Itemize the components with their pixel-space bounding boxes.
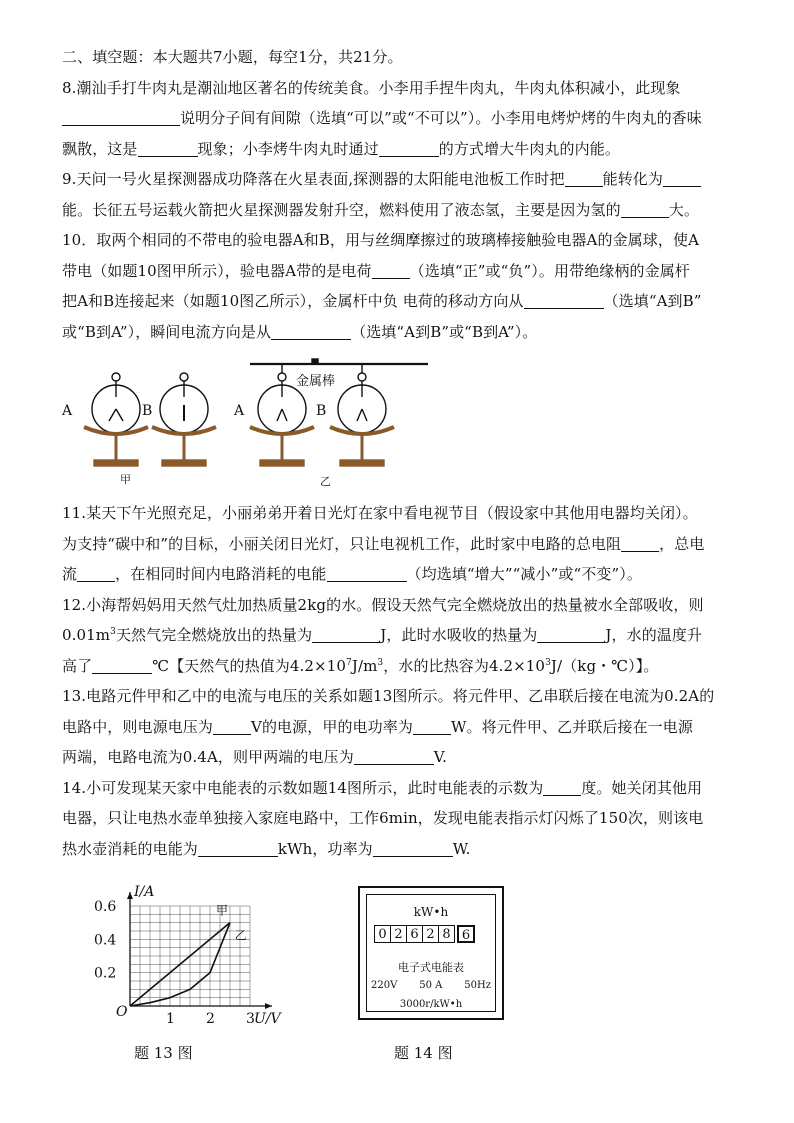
meter-name: 电子式电能表 bbox=[398, 961, 464, 974]
meter-digits bbox=[375, 925, 475, 943]
answer-blank[interactable] bbox=[77, 564, 115, 582]
q14-line3: 热水壶消耗的电能为 kWh，功率为 W. bbox=[62, 839, 471, 858]
meter-frame bbox=[358, 886, 504, 1020]
q12-line2: $0.01m^3$天然气完全燃烧放出的热量为 J，此时水吸收的热量为 J，水的温度升 bbox=[62, 626, 703, 644]
q8-line2: 说明分子间有间隙（选填“可以”或“不可以”）。小李用电烤炉烤的牛肉丸的香味 bbox=[62, 103, 734, 134]
answer-blank[interactable] bbox=[62, 108, 180, 126]
figure-10-electroscopes bbox=[62, 357, 482, 487]
caption-yi: 乙 bbox=[320, 475, 331, 487]
answer-blank[interactable] bbox=[354, 747, 434, 765]
meter-digit-decimal: 6 bbox=[457, 925, 475, 943]
meter-panel bbox=[366, 894, 496, 1012]
x-tick-label: 2 bbox=[206, 1011, 215, 1027]
q10-line4: 或“B到A”），瞬间电流方向是从 （选填“A到B”或“B到A”）。 bbox=[62, 322, 538, 341]
answer-blank[interactable] bbox=[379, 139, 439, 157]
series-label-yi: 乙 bbox=[234, 928, 247, 943]
q11-line3: 流 ，在相同时间内电路消耗的电能 （均选填“增大”“减小”或“不变”）。 bbox=[62, 565, 642, 583]
x-axis-arrow bbox=[265, 1003, 272, 1009]
question-text-2 bbox=[62, 498, 734, 864]
meter-digit: 2 bbox=[390, 925, 407, 943]
electroscope-b2 bbox=[330, 365, 394, 466]
series-label-jia: 甲 bbox=[216, 903, 229, 918]
answer-blank[interactable] bbox=[92, 656, 152, 674]
q14-line1: 14.小可发现某天家中电能表的示数如题14图所示，此时电能表的示数为 度。她关闭其他用 bbox=[62, 778, 703, 797]
answer-blank[interactable] bbox=[663, 169, 701, 187]
q10-line1: 10．取两个相同的不带电的验电器A和B，用与丝绸摩擦过的玻璃棒接触验电器A的金属球，使A bbox=[62, 231, 700, 249]
q10-line2: 带电（如题10图甲所示），验电器A带的是电荷 （选填“正”或“负”）。用带绝缘柄的金属杆 bbox=[62, 261, 690, 280]
meter-current: 50 A bbox=[419, 980, 443, 991]
label-b: B bbox=[142, 403, 153, 419]
meter-voltage: 220V bbox=[371, 980, 398, 991]
y-tick-label: 0.6 bbox=[94, 899, 117, 915]
q14-line2: 电器，只让电热水壶单独接入家庭电路中，工作6min，发现电能表指示灯闪烁了150次，则该电 bbox=[62, 809, 704, 827]
q9-line1: 9.天问一号火星探测器成功降落在火星表面,探测器的太阳能电池板工作时把 能转化为 bbox=[62, 164, 734, 195]
answer-blank[interactable] bbox=[372, 261, 410, 279]
figure-14-meter bbox=[358, 886, 508, 1024]
meter-frequency: 50Hz bbox=[464, 980, 491, 991]
section-header: 二、填空题：本大题共7小题，每空1分，共21分。 bbox=[62, 48, 403, 66]
insulated-handle bbox=[312, 359, 318, 364]
answer-blank[interactable] bbox=[524, 291, 604, 309]
origin-label: O bbox=[116, 1004, 128, 1020]
figure-14-caption: 题 14 图 bbox=[394, 1044, 453, 1062]
q13-line2: 电路中，则电源电压为 V的电源，甲的电功率为 W。将元件甲、乙并联后接在一电源 bbox=[62, 717, 693, 736]
caption-jia: 甲 bbox=[120, 473, 131, 486]
q8-line1: 8.潮汕手打牛肉丸是潮汕地区著名的传统美食。小李用手捏牛肉丸，牛肉丸体积减小，此现象 bbox=[62, 78, 681, 97]
answer-blank[interactable] bbox=[213, 717, 251, 735]
answer-blank[interactable] bbox=[621, 200, 669, 218]
label-a: A bbox=[62, 403, 73, 419]
meter-rate: 3000r/kW•h bbox=[399, 999, 463, 1010]
meter-digit: 6 bbox=[406, 925, 423, 943]
q11-line1: 11.某天下午光照充足，小丽弟弟开着日光灯在家中看电视节目（假设家中其他用电器均关闭）。 bbox=[62, 504, 698, 522]
label-a2: A bbox=[234, 403, 245, 419]
answer-blank[interactable] bbox=[621, 534, 659, 552]
answer-blank[interactable] bbox=[565, 169, 603, 187]
rod-label: 金属棒 bbox=[296, 374, 336, 389]
q10-line3: 把A和B连接起来（如题10图乙所示），金属杆中负 电荷的移动方向从 （选填“A到B” bbox=[62, 292, 702, 310]
figure-13-chart bbox=[90, 880, 290, 1030]
answer-blank[interactable] bbox=[413, 717, 451, 735]
y-tick-label: 0.4 bbox=[94, 932, 117, 949]
answer-blank[interactable] bbox=[327, 564, 407, 582]
y-axis-label: I/A bbox=[134, 884, 155, 900]
label-b2: B bbox=[316, 403, 327, 419]
y-tick-label: 0.2 bbox=[94, 965, 117, 982]
q8-line3: 飘散，这是 现象；小李烤牛肉丸时通过 的方式增大牛肉丸的内能。 bbox=[62, 139, 620, 158]
answer-blank[interactable] bbox=[198, 839, 278, 857]
answer-blank[interactable] bbox=[271, 322, 351, 340]
answer-blank[interactable] bbox=[537, 625, 605, 643]
meter-digit: 2 bbox=[422, 925, 439, 943]
answer-blank[interactable] bbox=[312, 625, 380, 643]
figure-13-caption: 题 13 图 bbox=[134, 1044, 193, 1062]
electroscope-a bbox=[84, 373, 148, 466]
y-axis-arrow bbox=[127, 892, 133, 899]
meter-unit: kW•h bbox=[413, 905, 449, 919]
q13-line3: 两端，电路电流为0.4A，则甲两端的电压为 V. bbox=[62, 748, 447, 766]
q12-line3: 高了 ℃【天然气的热值为$4.2\times 10^7J/m^3$，水的比热容为$4.2\times 10^3J/(kg$・℃）】。 bbox=[62, 656, 659, 675]
q11-line2: 为支持“碳中和”的目标，小丽关闭日光灯，只让电视机工作，此时家中电路的总电阻 ，总电 bbox=[62, 534, 705, 553]
answer-blank[interactable] bbox=[543, 778, 581, 796]
x-axis-label: U/V bbox=[254, 1011, 281, 1027]
meter-specs bbox=[371, 980, 491, 991]
electroscope-b bbox=[152, 373, 216, 466]
answer-blank[interactable] bbox=[138, 139, 198, 157]
q13-line1: 13.电路元件甲和乙中的电流与电压的关系如题13图所示。将元件甲、乙串联后接在电流为0.2A的 bbox=[62, 687, 715, 705]
meter-digit: 0 bbox=[374, 925, 391, 943]
x-tick-label: 3 bbox=[246, 1011, 255, 1027]
q9-line2: 能。长征五号运载火箭把火星探测器发射升空，燃料使用了液态氢，主要是因为氢的 大。 bbox=[62, 200, 699, 219]
x-tick-label: 1 bbox=[166, 1011, 175, 1027]
question-text bbox=[62, 42, 734, 347]
q12-line1: 12.小海帮妈妈用天然气灶加热质量2kg的水。假设天然气完全燃烧放出的热量被水全部吸收，则 bbox=[62, 595, 704, 614]
answer-blank[interactable] bbox=[373, 839, 453, 857]
meter-digit: 8 bbox=[438, 925, 455, 943]
